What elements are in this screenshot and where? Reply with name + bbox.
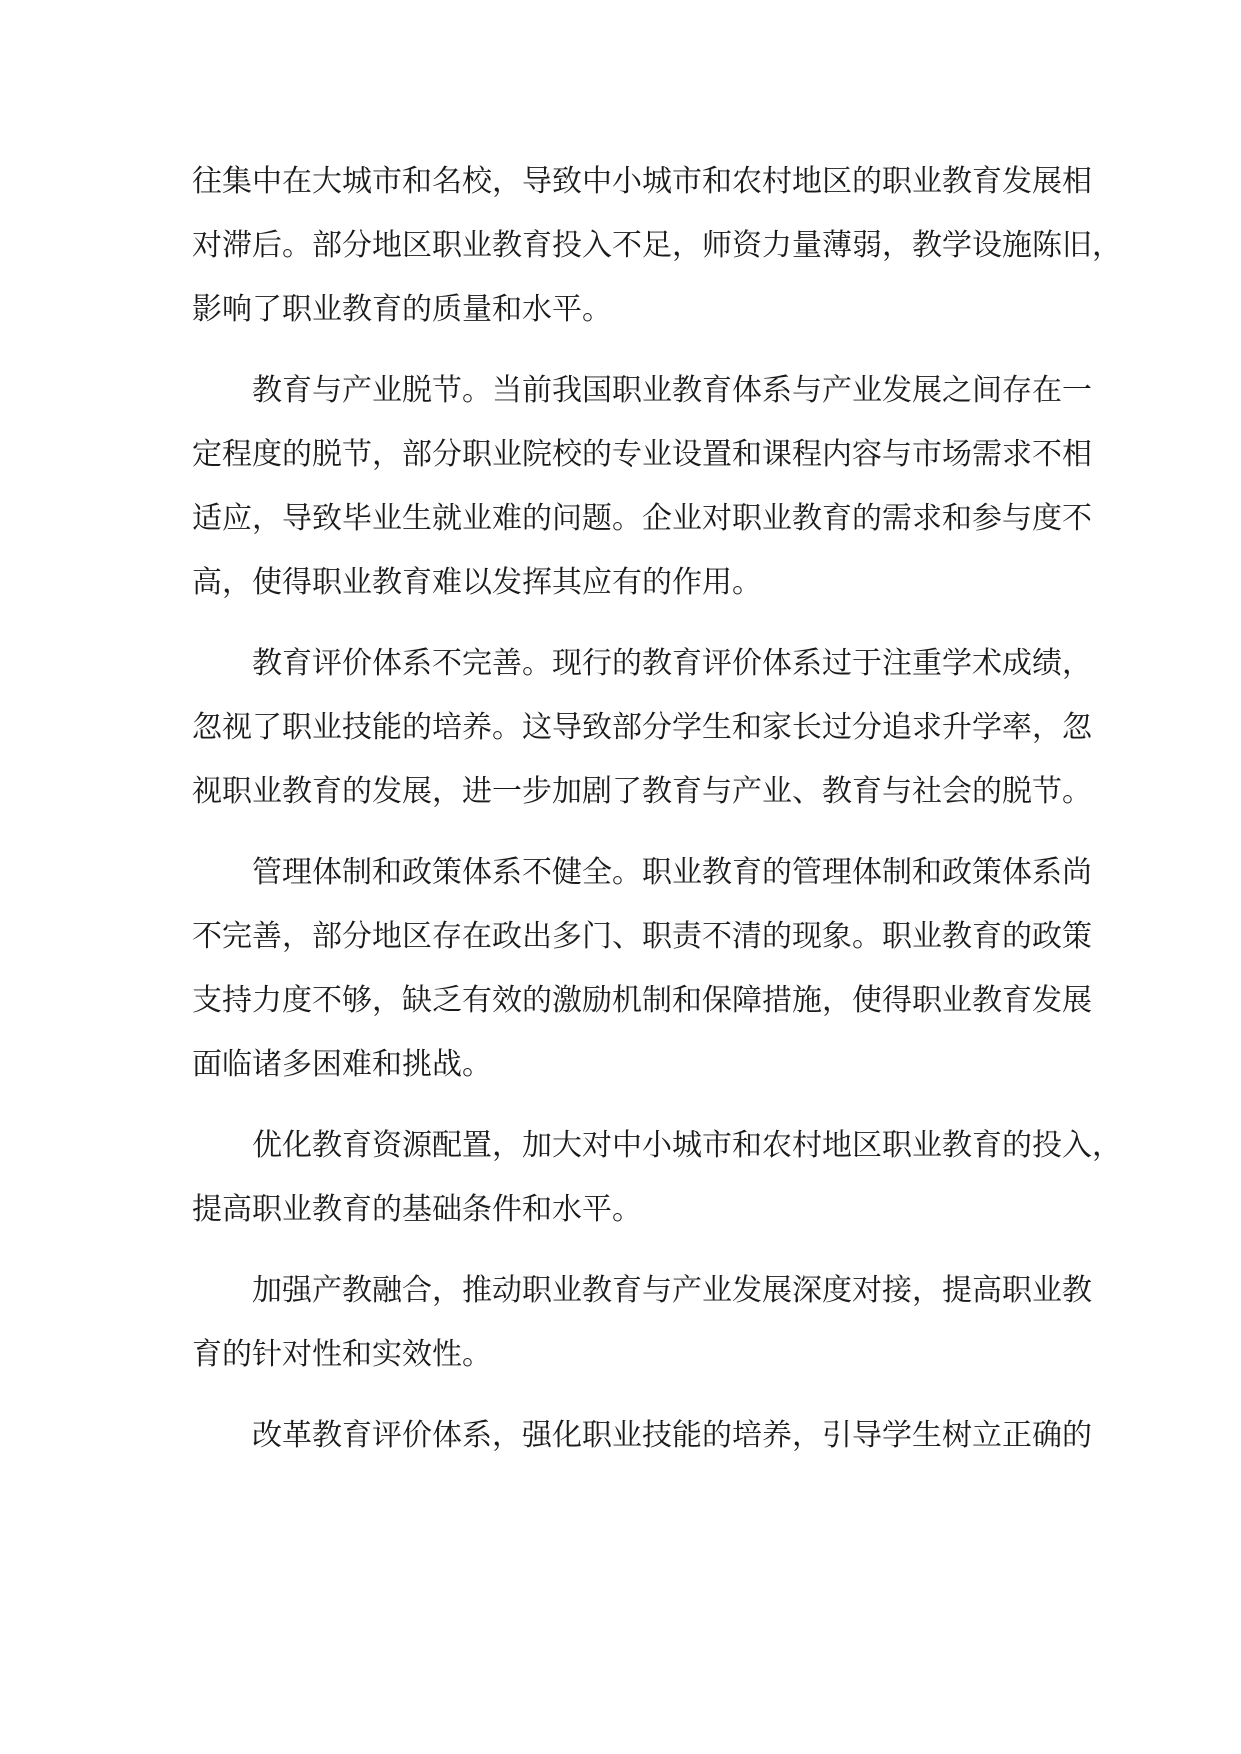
paragraph-5 <box>192 1114 1122 1242</box>
text-line: 忽视了职业技能的培养。这导致部分学生和家长过分追求升学率，忽 <box>192 710 1092 745</box>
text-line: 提高职业教育的基础条件和水平。 <box>192 1192 642 1227</box>
paragraph-1 <box>192 150 1122 342</box>
text-line: 教育评价体系不完善。现行的教育评价体系过于注重学术成绩， <box>252 646 1092 681</box>
text-line: 优化教育资源配置，加大对中小城市和农村地区职业教育的投入， <box>252 1128 1122 1163</box>
text-line: 定程度的脱节，部分职业院校的专业设置和课程内容与市场需求不相 <box>192 437 1092 472</box>
text-line: 视职业教育的发展，进一步加剧了教育与产业、教育与社会的脱节。 <box>192 774 1092 809</box>
document-body <box>192 150 1122 1468</box>
text-line: 改革教育评价体系，强化职业技能的培养，引导学生树立正确的 <box>252 1418 1092 1453</box>
text-line: 管理体制和政策体系不健全。职业教育的管理体制和政策体系尚 <box>252 855 1092 890</box>
text-line: 支持力度不够，缺乏有效的激励机制和保障措施，使得职业教育发展 <box>192 983 1092 1018</box>
text-line: 育的针对性和实效性。 <box>192 1337 492 1372</box>
text-line: 往集中在大城市和名校，导致中小城市和农村地区的职业教育发展相 <box>192 164 1092 199</box>
paragraph-3 <box>192 632 1092 824</box>
paragraph-7 <box>192 1404 1092 1468</box>
text-line: 高，使得职业教育难以发挥其应有的作用。 <box>192 565 762 600</box>
text-line: 适应，导致毕业生就业难的问题。企业对职业教育的需求和参与度不 <box>192 501 1092 536</box>
text-line: 面临诸多困难和挑战。 <box>192 1047 492 1082</box>
text-line: 教育与产业脱节。当前我国职业教育体系与产业发展之间存在一 <box>252 373 1092 408</box>
paragraph-2 <box>192 359 1092 615</box>
paragraph-4 <box>192 841 1092 1097</box>
text-line: 加强产教融合，推动职业教育与产业发展深度对接，提高职业教 <box>252 1273 1092 1308</box>
text-line: 对滞后。部分地区职业教育投入不足，师资力量薄弱，教学设施陈旧， <box>192 228 1122 263</box>
paragraph-6 <box>192 1259 1092 1387</box>
text-line: 影响了职业教育的质量和水平。 <box>192 292 612 327</box>
text-line: 不完善，部分地区存在政出多门、职责不清的现象。职业教育的政策 <box>192 919 1092 954</box>
